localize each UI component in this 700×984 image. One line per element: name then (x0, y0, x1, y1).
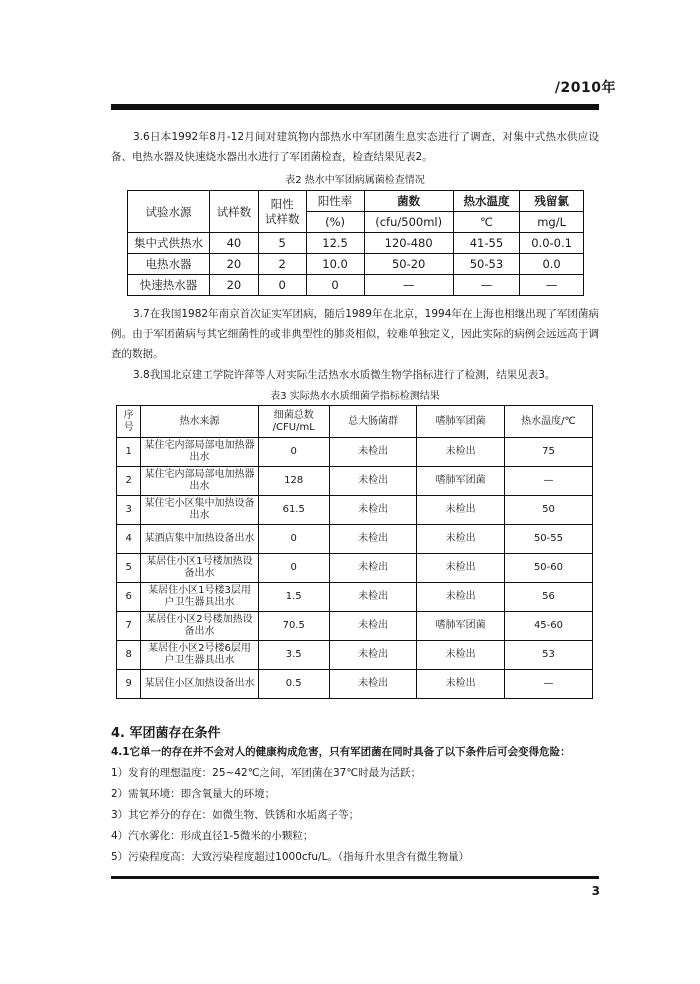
table-row (128, 275, 584, 296)
list-item: 3）其它养分的存在：如微生物、铁锈和水垢离子等； (111, 809, 360, 821)
table-row (117, 670, 593, 699)
t3-cell: 61.5 (258, 496, 329, 525)
t3-cell: 未检出 (329, 670, 417, 699)
t3-cell: 0 (258, 525, 329, 554)
table-row (117, 583, 593, 612)
t3-cell: 某居住小区加热设备出水 (141, 670, 258, 699)
t3-cell: 某住宅内部局部电加热器出水 (141, 438, 258, 467)
table-row (117, 641, 593, 670)
t3-cell: 未检出 (329, 438, 417, 467)
header-year: /2010年 (554, 80, 616, 96)
t2-header-positive: 阳性 试样数 (258, 191, 306, 233)
t2-header-chlorine: 残留氯 (520, 191, 584, 212)
t2-cell: 0.0-0.1 (520, 233, 584, 254)
t3-cell: 未检出 (329, 496, 417, 525)
t3-cell: 未检出 (417, 554, 505, 583)
t3-cell: 50 (504, 496, 592, 525)
t2-unit-rate: (%) (306, 212, 364, 233)
paragraph-text: 3.7在我国1982年南京首次证实军团病，随后1989年在北京，1994年在上海也相继出现了军团菌病例。由于军团菌病与其它细菌性的或非典型性的肺炎相似，较难单独定义，因此实际的病例会远远高于调查的数据。 (111, 308, 599, 360)
paragraph-3-8 (111, 365, 599, 385)
t3-cell: 未检出 (417, 641, 505, 670)
t2-cell: 集中式供热水 (128, 233, 210, 254)
t2-cell: 120-480 (364, 233, 453, 254)
t3-cell: 未检出 (329, 467, 417, 496)
t3-cell: 3.5 (258, 641, 329, 670)
t3-cell: 2 (117, 467, 141, 496)
t3-cell: 5 (117, 554, 141, 583)
t2-cell: 12.5 (306, 233, 364, 254)
t3-cell: 某居住小区1号楼加热设备出水 (141, 554, 258, 583)
t3-cell: 0 (258, 438, 329, 467)
t2-cell: — (453, 275, 519, 296)
list-item: 1）发育的理想温度：25~42℃之间，军团菌在37℃时最为活跃； (111, 767, 422, 779)
t3-cell: 7 (117, 612, 141, 641)
t2-cell: — (520, 275, 584, 296)
table-row (117, 612, 593, 641)
table2-caption: 表2 热水中军团病属菌检查情况 (285, 175, 425, 186)
paragraph-text: 3.8我国北京建工学院许萍等人对实际生活热水水质微生物学指标进行了检测，结果见表3。 (133, 369, 556, 381)
t3-cell: 未检出 (417, 583, 505, 612)
t3-cell: — (504, 467, 592, 496)
t3-cell: 70.5 (258, 612, 329, 641)
t3-cell: 嗜肺军团菌 (417, 612, 505, 641)
t3-cell: 未检出 (417, 525, 505, 554)
t3-cell: 6 (117, 583, 141, 612)
t3-header-source: 热水来源 (141, 406, 258, 438)
t3-cell: 9 (117, 670, 141, 699)
t2-cell: 5 (258, 233, 306, 254)
t3-header-no: 序 号 (117, 406, 141, 438)
t3-cell: 某居住小区2号楼6层用户卫生器具出水 (141, 641, 258, 670)
t3-cell: 50-55 (504, 525, 592, 554)
table-row (128, 233, 584, 254)
table-row (117, 438, 593, 467)
t2-header-temp: 热水温度 (453, 191, 519, 212)
t2-cell: 50-20 (364, 254, 453, 275)
t3-cell: — (504, 670, 592, 699)
t3-cell: 75 (504, 438, 592, 467)
table3 (116, 405, 593, 699)
table-row (128, 254, 584, 275)
t3-cell: 某酒店集中加热设备出水 (141, 525, 258, 554)
t2-cell: 41-55 (453, 233, 519, 254)
t2-cell: 0 (258, 275, 306, 296)
t3-cell: 50-60 (504, 554, 592, 583)
t2-unit-temp: ℃ (453, 212, 519, 233)
t3-cell: 某居住小区1号楼3层用户卫生器具出水 (141, 583, 258, 612)
t3-cell: 4 (117, 525, 141, 554)
t2-cell: 20 (210, 275, 259, 296)
footer-rule (111, 876, 599, 879)
t3-header-temp: 热水温度/℃ (504, 406, 592, 438)
t2-cell: 50-53 (453, 254, 519, 275)
t3-cell: 45-60 (504, 612, 592, 641)
t2-cell: 快速热水器 (128, 275, 210, 296)
t3-cell: 1 (117, 438, 141, 467)
t2-cell: 0 (306, 275, 364, 296)
t3-header-legionella: 嗜肺军团菌 (417, 406, 505, 438)
list-item: 2）需氧环境：即含氧量大的环境； (111, 788, 276, 800)
table2 (127, 190, 584, 296)
paragraph-3-6 (111, 127, 599, 167)
t2-unit-bacteria: (cfu/500ml) (364, 212, 453, 233)
list-item: 4）汽水雾化：形成直径1-5微米的小颗粒； (111, 830, 314, 842)
paragraph-3-7 (111, 304, 599, 364)
t3-cell: 0 (258, 554, 329, 583)
header-rule (111, 104, 599, 110)
t3-cell: 未检出 (417, 496, 505, 525)
t3-cell: 56 (504, 583, 592, 612)
t2-header-count: 试样数 (210, 191, 259, 233)
t2-cell: 电热水器 (128, 254, 210, 275)
table-row (117, 496, 593, 525)
t2-unit-chlorine: mg/L (520, 212, 584, 233)
section-4-title: 4. 军团菌存在条件 (111, 726, 221, 741)
t3-cell: 3 (117, 496, 141, 525)
t3-cell: 未检出 (329, 525, 417, 554)
t2-header-bacteria: 菌数 (364, 191, 453, 212)
table-row (117, 525, 593, 554)
t2-cell: 10.0 (306, 254, 364, 275)
paragraph-text: 3.6日本1992年8月-12月间对建筑物内部热水中军团菌生息实态进行了调查，对集中式热水供应设备、电热水器及快速烧水器出水进行了军团菌检查，检查结果见表2。 (111, 131, 599, 163)
t2-header-source: 试验水源 (128, 191, 210, 233)
t2-header-rate: 阳性率 (306, 191, 364, 212)
t3-cell: 未检出 (417, 438, 505, 467)
t3-cell: 53 (504, 641, 592, 670)
t3-cell: 某居住小区2号楼加热设备出水 (141, 612, 258, 641)
t3-cell: 0.5 (258, 670, 329, 699)
t3-cell: 嗜肺军团菌 (417, 467, 505, 496)
t3-header-coliform: 总大肠菌群 (329, 406, 417, 438)
conditions-lead: 4.1它单一的存在并不会对人的健康构成危害，只有军团菌在同时具备了以下条件后可会变得危险： (111, 746, 571, 758)
table3-caption: 表3 实际热水水质细菌学指标检测结果 (270, 391, 440, 402)
table-row (117, 554, 593, 583)
table-row (117, 467, 593, 496)
list-item: 5）污染程度高：大致污染程度超过1000cfu/L。（指每升水里含有微生物量） (111, 851, 470, 863)
t3-cell: 未检出 (329, 583, 417, 612)
conditions-list (111, 742, 599, 868)
t3-cell: 未检出 (417, 670, 505, 699)
t2-cell: 20 (210, 254, 259, 275)
t3-header-bacteria: 细菌总数 /CFU/mL (258, 406, 329, 438)
page-number: 3 (591, 884, 600, 898)
t3-cell: 未检出 (329, 641, 417, 670)
t3-cell: 某住宅小区集中加热设备出水 (141, 496, 258, 525)
t2-cell: — (364, 275, 453, 296)
t2-cell: 2 (258, 254, 306, 275)
t3-cell: 8 (117, 641, 141, 670)
t3-cell: 未检出 (329, 612, 417, 641)
t2-cell: 40 (210, 233, 259, 254)
t2-cell: 0.0 (520, 254, 584, 275)
t3-cell: 某住宅内部局部电加热器出水 (141, 467, 258, 496)
t3-cell: 128 (258, 467, 329, 496)
t3-cell: 1.5 (258, 583, 329, 612)
t3-cell: 未检出 (329, 554, 417, 583)
